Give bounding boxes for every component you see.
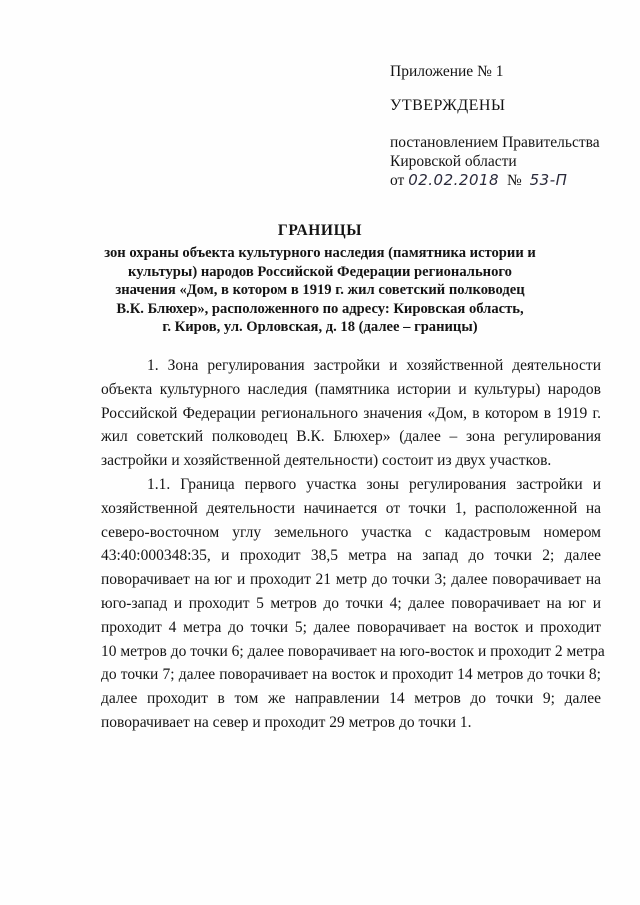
from-prefix: от xyxy=(390,172,405,189)
text-line: проходит 4 метра до точки 5; далее поворачивает на восток и проходит xyxy=(101,618,601,636)
approval-line-2: Кировской области xyxy=(390,153,517,170)
title-line: В.К. Блюхер», расположенного по адресу: Кировская область, xyxy=(116,300,524,317)
handwritten-date: 02.02.2018 xyxy=(408,171,500,189)
text-line: до точки 7; далее поворачивает на восток и проходит 14 метров до точки 8; xyxy=(101,666,601,684)
text-line: хозяйственной деятельности начинается от точки 1, расположенной на xyxy=(101,499,601,517)
text-line: северо-восточном углу земельного участка с кадастровым номером xyxy=(101,523,601,541)
title-line: зон охраны объекта культурного наследия (памятника истории и xyxy=(104,245,536,262)
text-line: 1. Зона регулирования застройки и хозяйственной деятельности xyxy=(147,357,601,374)
text-line: 1.1. Граница первого участка зоны регулирования застройки и xyxy=(147,475,601,493)
title-line: значения «Дом, в котором в 1919 г. жил советский полководец xyxy=(115,282,525,299)
title-line: культуры) народов Российской Федерации регионального xyxy=(128,263,512,280)
text-line: жил советский полководец В.К. Блюхер» (далее – зона регулирования xyxy=(101,428,601,446)
number-sign: № xyxy=(506,172,522,189)
approval-date-line xyxy=(390,171,620,190)
paragraph-2 xyxy=(101,473,605,735)
text-line: юго-запад и проходит 5 метров до точки 4; далее поворачивает на юг и xyxy=(101,594,601,612)
approval-line-1: постановлением Правительства xyxy=(390,134,600,151)
approved-label: УТВЕРЖДЕНЫ xyxy=(390,97,506,114)
paragraph-1 xyxy=(101,354,601,473)
text-line: поворачивает на север и проходит 29 метров до точки 1. xyxy=(101,713,472,731)
approval-block xyxy=(390,62,620,190)
text-line: 43:40:000348:35, и проходит 38,5 метра на запад до точки 2; далее xyxy=(101,547,601,565)
document-title xyxy=(100,222,540,336)
appendix-label: Приложение № 1 xyxy=(390,63,504,80)
text-line: Российской Федерации регионального значения «Дом, в котором в 1919 г. xyxy=(101,404,601,422)
text-line: объекта культурного наследия (памятника истории и культуры) народов xyxy=(101,380,601,398)
text-line: застройки и хозяйственной деятельности) состоит из двух участков. xyxy=(101,452,552,470)
title-line: г. Киров, ул. Орловская, д. 18 (далее – границы) xyxy=(162,319,478,336)
handwritten-number: 53-П xyxy=(529,171,568,189)
title-heading: ГРАНИЦЫ xyxy=(277,222,363,239)
text-line: далее проходит в том же направлении 14 метров до точки 9; далее xyxy=(101,690,601,708)
text-line: поворачивает на юг и проходит 21 метр до точки 3; далее поворачивает на xyxy=(101,571,601,589)
document-body xyxy=(101,354,605,735)
text-line: 10 метров до точки 6; далее поворачивает на юго-восток и проходит 2 метра xyxy=(101,642,605,660)
